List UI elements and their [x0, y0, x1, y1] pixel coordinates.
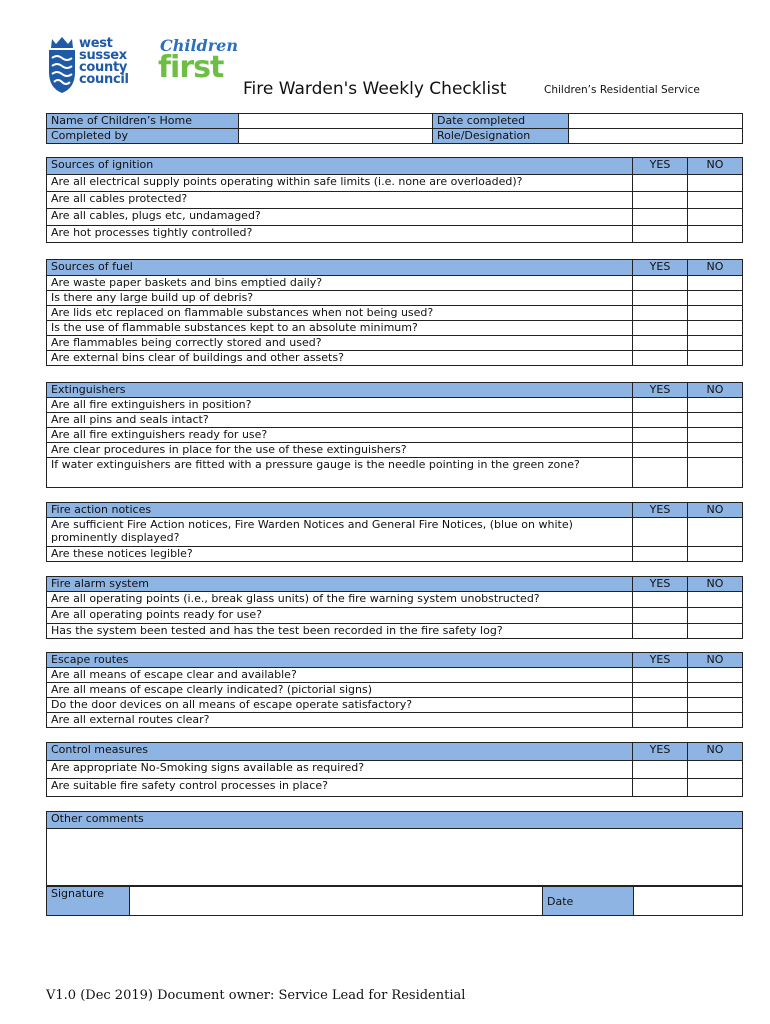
question-text: Do the door devices on all means of escape operate satisfactory? — [47, 698, 633, 713]
no-cell[interactable] — [688, 518, 743, 547]
no-cell[interactable] — [688, 668, 743, 683]
no-cell[interactable] — [688, 336, 743, 351]
section-title: Escape routes — [47, 653, 633, 668]
no-cell[interactable] — [688, 291, 743, 306]
signature-field[interactable] — [130, 887, 543, 916]
yes-cell[interactable] — [633, 276, 688, 291]
question-text: Are all operating points ready for use? — [47, 608, 633, 624]
question-text: Has the system been tested and has the test been recorded in the fire safety log? — [47, 624, 633, 639]
yes-cell[interactable] — [633, 713, 688, 728]
section-title: Sources of fuel — [47, 260, 633, 276]
signature-table — [46, 886, 743, 916]
yes-cell[interactable] — [633, 428, 688, 443]
yes-cell[interactable] — [633, 761, 688, 779]
no-cell[interactable] — [688, 413, 743, 428]
date-completed-label: Date completed — [433, 114, 569, 129]
signature-date-label: Date — [543, 887, 634, 916]
question-text: Are all electrical supply points operating within safe limits (i.e. none are overloaded)? — [47, 175, 633, 192]
question-text: Are these notices legible? — [47, 547, 633, 562]
completed-by-label: Completed by — [47, 129, 239, 144]
question-text: Are flammables being correctly stored and used? — [47, 336, 633, 351]
question-text: Are all fire extinguishers ready for use? — [47, 428, 633, 443]
section-title: Control measures — [47, 743, 633, 761]
no-cell[interactable] — [688, 428, 743, 443]
yes-cell[interactable] — [633, 351, 688, 366]
yes-cell[interactable] — [633, 336, 688, 351]
no-cell[interactable] — [688, 779, 743, 797]
no-cell[interactable] — [688, 351, 743, 366]
first-wordmark: first — [158, 50, 224, 85]
section-fire-action-notices — [46, 502, 743, 562]
signature-label: Signature — [47, 887, 130, 916]
no-cell[interactable] — [688, 592, 743, 608]
no-cell[interactable] — [688, 761, 743, 779]
yes-cell[interactable] — [633, 624, 688, 639]
no-header: NO — [688, 653, 743, 668]
section-title: Sources of ignition — [47, 158, 633, 175]
section-extinguishers — [46, 382, 743, 488]
question-text: Are clear procedures in place for the use of these extinguishers? — [47, 443, 633, 458]
council-wordmark: west sussex county council — [79, 36, 129, 87]
yes-cell[interactable] — [633, 547, 688, 562]
yes-cell[interactable] — [633, 668, 688, 683]
question-text: Are all pins and seals intact? — [47, 413, 633, 428]
question-text: Are suitable fire safety control processes in place? — [47, 779, 633, 797]
section-sources-of-fuel — [46, 259, 743, 366]
role-designation-field[interactable] — [569, 129, 743, 144]
no-cell[interactable] — [688, 624, 743, 639]
yes-header: YES — [633, 383, 688, 398]
question-text: Are waste paper baskets and bins emptied daily? — [47, 276, 633, 291]
yes-cell[interactable] — [633, 398, 688, 413]
section-fire-alarm-system — [46, 576, 743, 639]
no-cell[interactable] — [688, 226, 743, 243]
question-text: Are all cables, plugs etc, undamaged? — [47, 209, 633, 226]
yes-cell[interactable] — [633, 443, 688, 458]
yes-cell[interactable] — [633, 779, 688, 797]
yes-cell[interactable] — [633, 226, 688, 243]
yes-cell[interactable] — [633, 192, 688, 209]
section-title: Extinguishers — [47, 383, 633, 398]
children-first-logo — [156, 36, 238, 96]
question-text: Are all external routes clear? — [47, 713, 633, 728]
no-cell[interactable] — [688, 192, 743, 209]
council-crest-icon — [46, 36, 78, 94]
other-comments-label: Other comments — [47, 812, 743, 829]
no-cell[interactable] — [688, 698, 743, 713]
yes-header: YES — [633, 577, 688, 592]
question-text: Are sufficient Fire Action notices, Fire Warden Notices and General Fire Notices, (blue on white) prominently displayed? — [47, 518, 633, 547]
no-header: NO — [688, 577, 743, 592]
date-completed-field[interactable] — [569, 114, 743, 129]
no-header: NO — [688, 743, 743, 761]
no-header: NO — [688, 503, 743, 518]
yes-header: YES — [633, 158, 688, 175]
other-comments-table — [46, 811, 743, 886]
yes-header: YES — [633, 503, 688, 518]
children-wordmark: Children — [160, 36, 238, 55]
yes-cell[interactable] — [633, 458, 688, 488]
question-text: Are all cables protected? — [47, 192, 633, 209]
completed-by-field[interactable] — [239, 129, 433, 144]
no-header: NO — [688, 158, 743, 175]
section-control-measures — [46, 742, 743, 797]
yes-cell[interactable] — [633, 592, 688, 608]
section-escape-routes — [46, 652, 743, 728]
no-header: NO — [688, 383, 743, 398]
yes-cell[interactable] — [633, 683, 688, 698]
no-cell[interactable] — [688, 321, 743, 336]
page-subtitle: Children’s Residential Service — [544, 84, 700, 96]
section-title: Fire action notices — [47, 503, 633, 518]
no-cell[interactable] — [688, 458, 743, 488]
question-text: Are all means of escape clearly indicated? (pictorial signs) — [47, 683, 633, 698]
section-title: Fire alarm system — [47, 577, 633, 592]
no-cell[interactable] — [688, 547, 743, 562]
question-text: If water extinguishers are fitted with a pressure gauge is the needle pointing in the green zone? — [47, 458, 633, 488]
section-sources-of-ignition — [46, 157, 743, 243]
yes-header: YES — [633, 260, 688, 276]
yes-cell[interactable] — [633, 518, 688, 547]
question-text: Are external bins clear of buildings and other assets? — [47, 351, 633, 366]
question-text: Are lids etc replaced on flammable substances when not being used? — [47, 306, 633, 321]
page-title: Fire Warden's Weekly Checklist — [243, 79, 507, 99]
yes-cell[interactable] — [633, 306, 688, 321]
question-text: Are appropriate No-Smoking signs available as required? — [47, 761, 633, 779]
no-cell[interactable] — [688, 209, 743, 226]
yes-cell[interactable] — [633, 321, 688, 336]
home-name-field[interactable] — [239, 114, 433, 129]
question-text: Are hot processes tightly controlled? — [47, 226, 633, 243]
no-cell[interactable] — [688, 398, 743, 413]
no-cell[interactable] — [688, 683, 743, 698]
question-text: Are all means of escape clear and available? — [47, 668, 633, 683]
role-designation-label: Role/Designation — [433, 129, 569, 144]
no-cell[interactable] — [688, 175, 743, 192]
question-text: Is the use of flammable substances kept to an absolute minimum? — [47, 321, 633, 336]
yes-header: YES — [633, 653, 688, 668]
yes-cell[interactable] — [633, 209, 688, 226]
yes-cell[interactable] — [633, 698, 688, 713]
details-table — [46, 113, 743, 144]
question-text: Is there any large build up of debris? — [47, 291, 633, 306]
other-comments-field[interactable] — [47, 829, 743, 886]
question-text: Are all operating points (i.e., break glass units) of the fire warning system unobstructed? — [47, 592, 633, 608]
question-text: Are all fire extinguishers in position? — [47, 398, 633, 413]
west-sussex-county-council-logo — [46, 36, 156, 98]
signature-date-field[interactable] — [634, 887, 743, 916]
yes-cell[interactable] — [633, 413, 688, 428]
yes-cell[interactable] — [633, 608, 688, 624]
no-cell[interactable] — [688, 443, 743, 458]
no-cell[interactable] — [688, 713, 743, 728]
yes-cell[interactable] — [633, 175, 688, 192]
yes-cell[interactable] — [633, 291, 688, 306]
no-cell[interactable] — [688, 608, 743, 624]
no-cell[interactable] — [688, 306, 743, 321]
home-name-label: Name of Children’s Home — [47, 114, 239, 129]
no-cell[interactable] — [688, 276, 743, 291]
yes-header: YES — [633, 743, 688, 761]
no-header: NO — [688, 260, 743, 276]
document-footer: V1.0 (Dec 2019) Document owner: Service Lead for Residential — [46, 988, 466, 1003]
